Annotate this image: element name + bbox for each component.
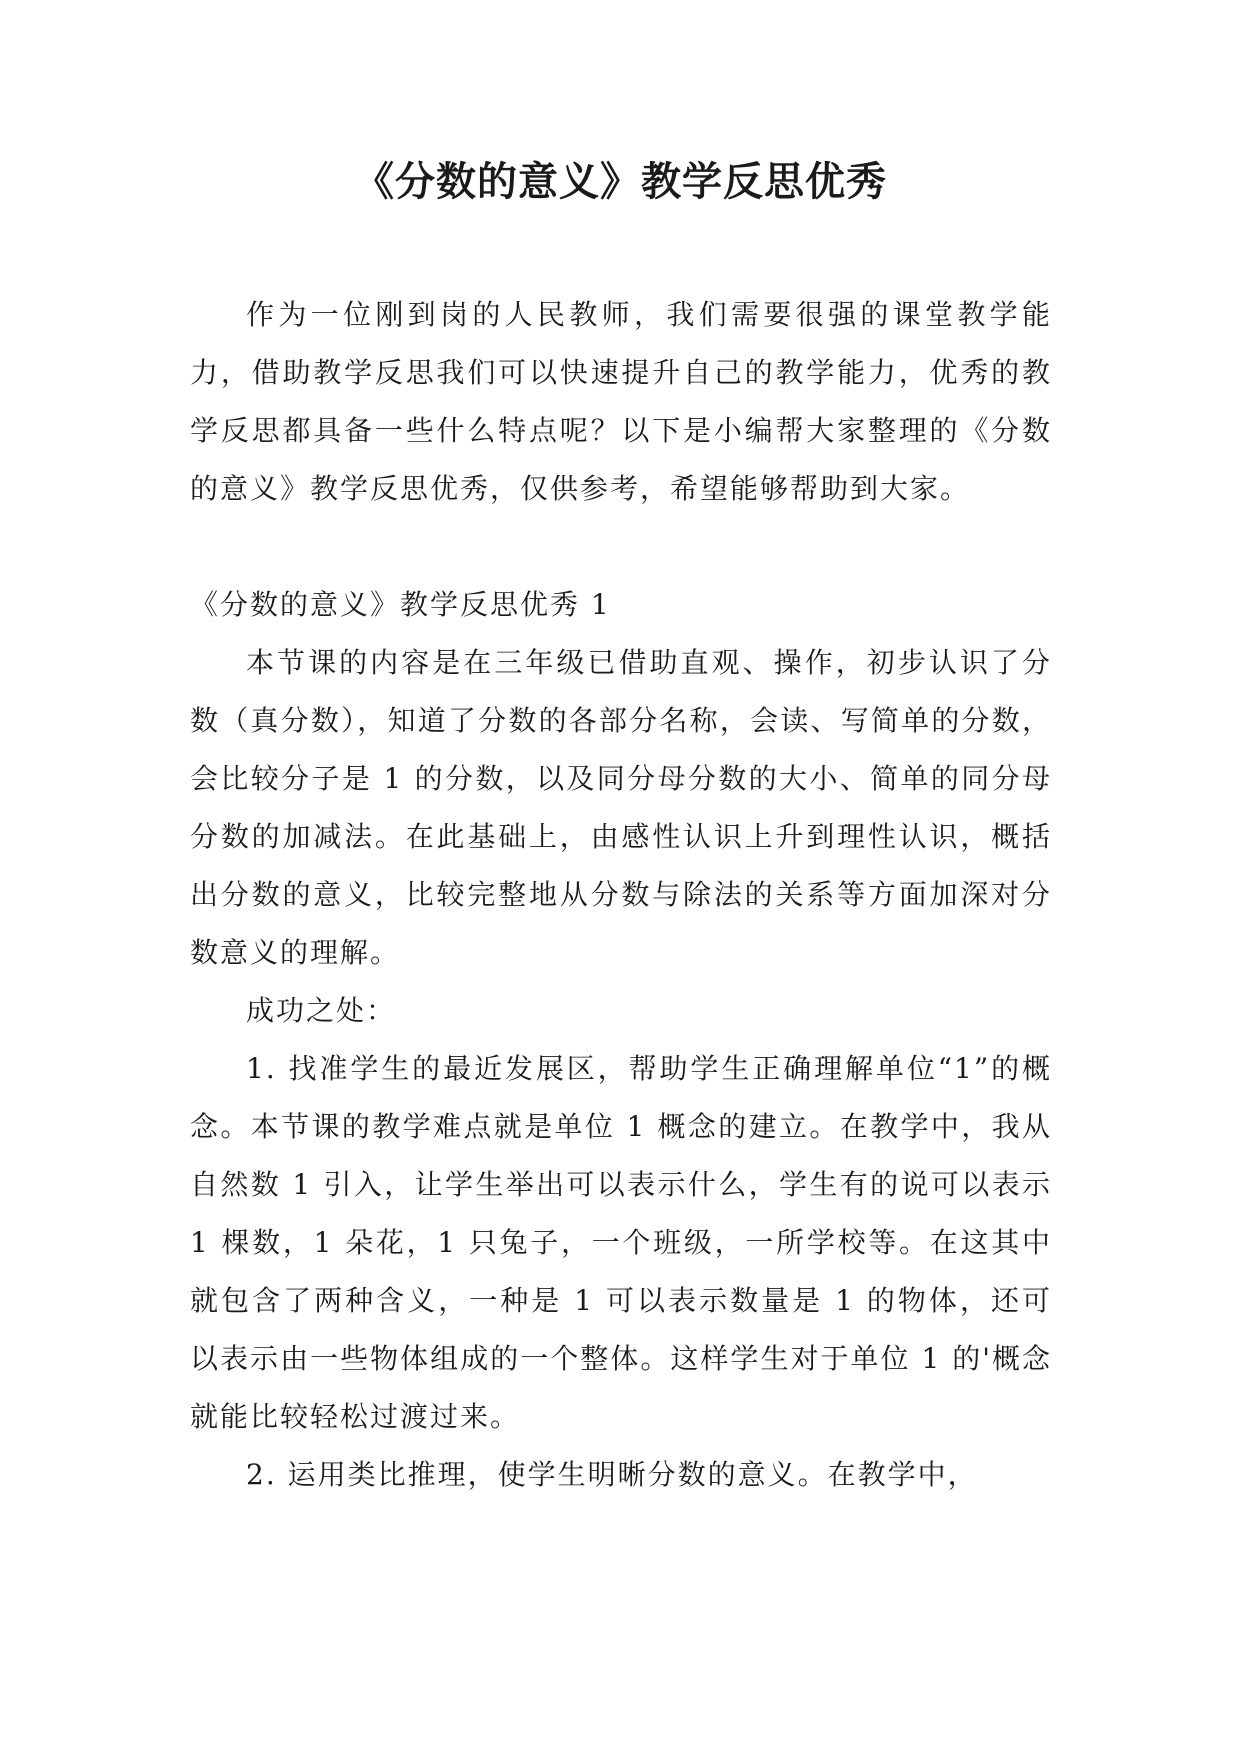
document-title: 《分数的意义》教学反思优秀 <box>354 159 887 205</box>
intro-paragraph: 作为一位刚到岗的人民教师，我们需要很强的课堂教学能力，借助教学反思我们可以快速提升自己的教学能力，优秀的教学反思都具备一些什么特点呢？以下是小编帮大家整理的《分数的意义》教学反思优秀，仅供参考，希望能够帮助到大家。 <box>190 298 1052 505</box>
body-paragraph: 本节课的内容是在三年级已借助直观、操作，初步认识了分数（真分数），知道了分数的各部分名称，会读、写简单的分数，会比较分子是 1 的分数，以及同分母分数的大小、简单的同分母分数的加减法。在此基础上，由感性认识上升到理性认识，概括出分数的意义，比较完整地从分数与除法的关系等方面加深对分数意义的理解。 <box>190 646 1052 969</box>
body-paragraph: 1. 找准学生的最近发展区，帮助学生正确理解单位“1”的概念。本节课的教学难点就是单位 1 概念的建立。在教学中，我从自然数 1 引入，让学生举出可以表示什么，学生有的说可以表示 1 棵数，1 朵花，1 只兔子，一个班级，一所学校等。在这其中就包含了两种含义，一种是 1 可以表示数量是 1 的物体，还可以表示由一些物体组成的一个整体。这样学生对于单位 1 的'概念就能比较轻松过渡过来。 <box>190 1052 1052 1433</box>
document-body <box>190 286 1052 1504</box>
section-heading: 《分数的意义》教学反思优秀 1 <box>190 588 611 621</box>
body-paragraph: 2. 运用类比推理，使学生明晰分数的意义。在教学中， <box>246 1458 978 1491</box>
body-paragraph: 成功之处： <box>246 994 397 1027</box>
paragraph-spacer <box>190 518 1052 576</box>
